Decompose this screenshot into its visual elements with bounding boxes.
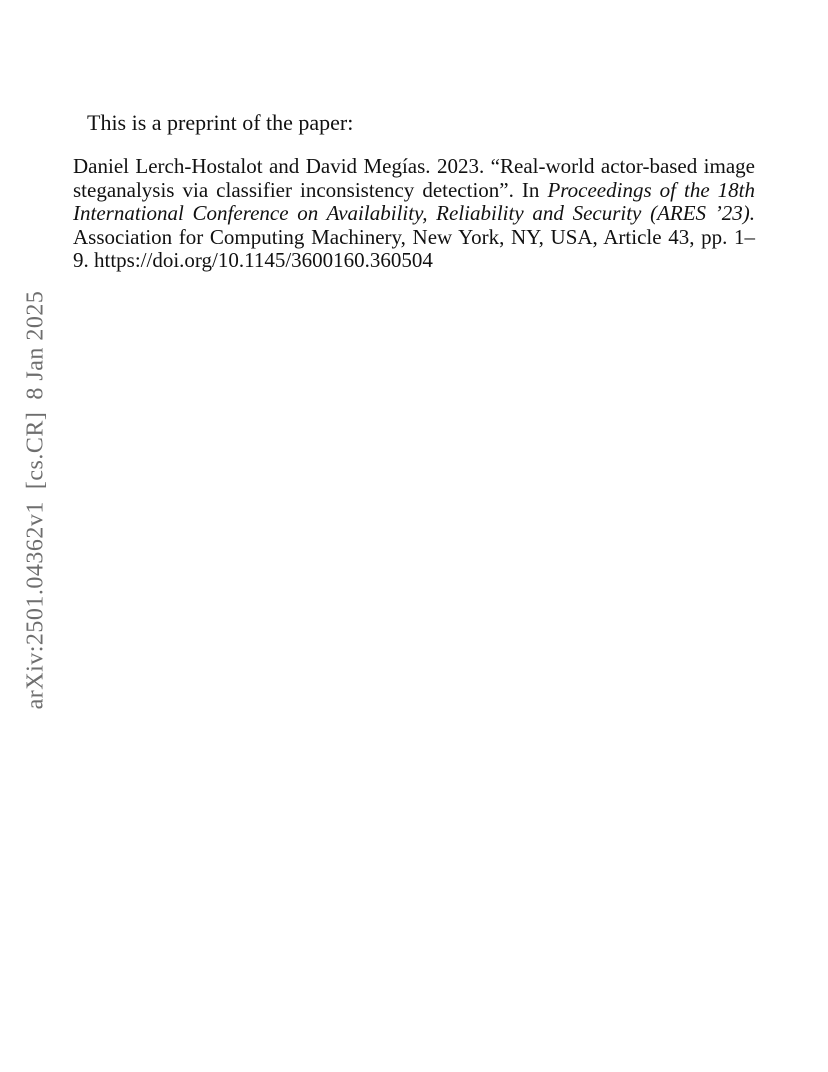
citation-venue: Proceedings of the 18th International Conference on Availability, Reliability and Security (ARES ’23). <box>73 177 756 225</box>
arxiv-date: 8 Jan 2025 <box>22 290 49 400</box>
citation <box>73 155 755 273</box>
arxiv-id[interactable]: arXiv:2501.04362v1 <box>22 501 49 710</box>
citation-doi-link[interactable]: https://doi.org/10.1145/3600160.360504 <box>94 248 433 272</box>
citation-authors-year: Daniel Lerch-Hostalot and David Megías. 2023. <box>73 154 485 178</box>
citation-title: “Real-world actor-based image steganalysis via classifier inconsistency detection”. <box>73 154 755 202</box>
arxiv-category: [cs.CR] <box>22 411 49 490</box>
arxiv-stamp <box>23 291 50 710</box>
preprint-intro: This is a preprint of the paper: <box>87 110 354 135</box>
citation-publisher: Association for Computing Machinery, New York, NY, USA, Article 43, pp. 1–9. <box>73 224 755 272</box>
citation-in: In <box>521 177 540 202</box>
